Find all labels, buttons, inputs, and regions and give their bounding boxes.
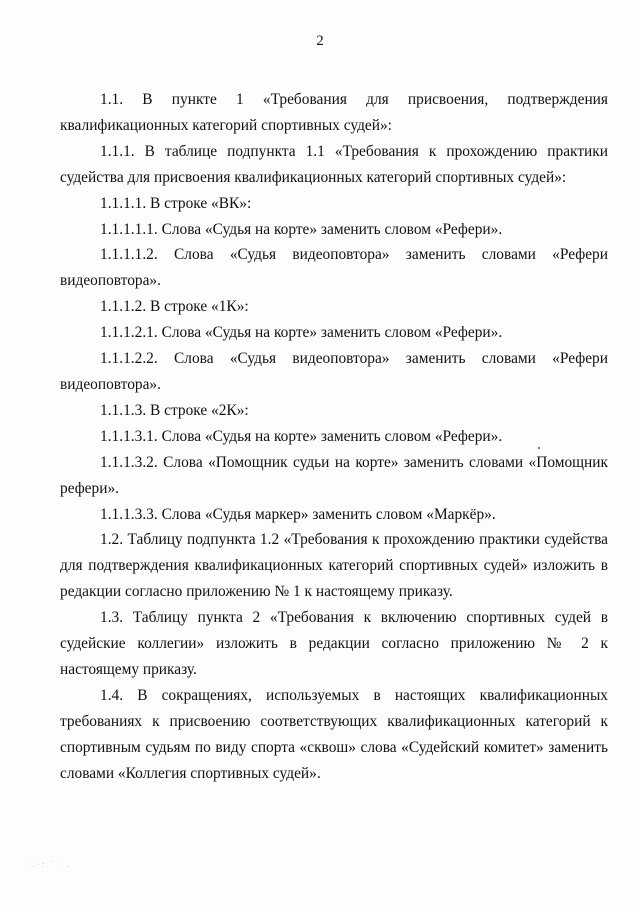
paragraph-1-1-1-3-1: 1.1.1.3.1. Слова «Судья на корте» заменить словом «Рефери». bbox=[100, 427, 503, 445]
document-body bbox=[60, 87, 608, 786]
page-number: 2 bbox=[316, 33, 324, 49]
paragraph-1-1-1-1-1: 1.1.1.1.1. Слова «Судья на корте» заменить словом «Рефери». bbox=[100, 220, 503, 238]
scan-speck bbox=[538, 447, 540, 449]
paragraph-1-3: 1.3. Таблицу пункта 2 «Требования к включению спортивных судей в судейские коллегии» изложить в редакции согласно приложению № 2 к настоящему приказу. bbox=[60, 609, 608, 678]
paragraph-1-1-1-1-2: 1.1.1.1.2. Слова «Судья видеоповтора» заменить словами «Рефери видеоповтора». bbox=[60, 246, 608, 290]
paragraph-1-1-1-3: 1.1.1.3. В строке «2К»: bbox=[100, 401, 249, 419]
paragraph-1-1: 1.1. В пункте 1 «Требования для присвоения, подтверждения квалификационных категорий спортивных судей»: bbox=[60, 91, 608, 134]
paragraph-1-1-1-1: 1.1.1.1. В строке «ВК»: bbox=[100, 194, 252, 212]
paragraph-1-1-1-2: 1.1.1.2. В строке «1К»: bbox=[100, 298, 249, 316]
paragraph-1-1-1-3-3: 1.1.1.3.3. Слова «Судья маркер» заменить словом «Маркёр». bbox=[100, 505, 496, 523]
paragraph-1-1-1-3-2: 1.1.1.3.2. Слова «Помощник судьи на корте» заменить словами «Помощник рефери». bbox=[60, 453, 608, 497]
paragraph-1-4: 1.4. В сокращениях, используемых в настоящих квалификационных требованиях к присвоению соответствующих квалификационных категорий к спортивным судьям по виду спорта «сквош» слова «Судейский комитет» заменить словами «Коллегия спортивных судей». bbox=[60, 686, 608, 782]
paragraph-1-1-1-2-1: 1.1.1.2.1. Слова «Судья на корте» заменить словом «Рефери». bbox=[100, 324, 503, 342]
paragraph-1-2: 1.2. Таблицу подпункта 1.2 «Требования к прохождению практики судейства для подтверждения квалификационных категорий спортивных судей» изложить в редакции согласно приложению № 1 к настоящему приказу. bbox=[60, 531, 608, 601]
scan-smudge: ·.·: ˙ ·. bbox=[28, 860, 71, 869]
paragraph-1-1-1-2-2: 1.1.1.2.2. Слова «Судья видеоповтора» заменить словами «Рефери видеоповтора». bbox=[60, 350, 608, 393]
paragraph-1-1-1: 1.1.1. В таблице подпункта 1.1 «Требования к прохождению практики судейства для присвоения квалификационных категорий спортивных судей»: bbox=[60, 142, 608, 186]
